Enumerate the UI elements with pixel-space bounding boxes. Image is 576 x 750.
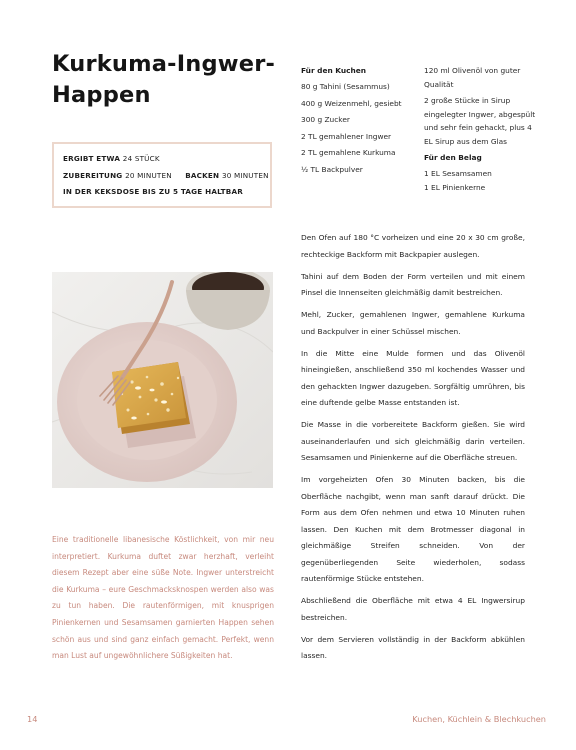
recipe-title: Kurkuma-Ingwer-Happen — [52, 51, 276, 108]
cake-plate-illustration — [52, 272, 273, 488]
method-step: Den Ofen auf 180 °C vorheizen und eine 20 x 30 cm große, rechteckige Backform mit Backpapier auslegen. — [301, 233, 525, 259]
recipe-intro: Eine traditionelle libanesische Köstlichkeit, von mir neu interpretiert. Kurkuma duftet zwar herzhaft, verleiht diesem Rezept aber eine süße Note. Ingwer unterstreicht die Kurkuma – eure Geschmacksknospen werden also was zu tun haben. Die rautenförmigen, mit knusprigen Pinienkernen und Sesamsamen garnierten Happen sehen schön aus und sind ganz einfach gemacht. Perfekt, wenn man Lust auf ungewöhnlichere Süßigkeiten hat. — [52, 535, 274, 661]
recipe-info-box — [52, 142, 272, 208]
bake-label: BACKEN — [185, 170, 220, 180]
method-step: Tahini auf dem Boden der Form verteilen und mit einem Pinsel die Innenseiten gleichmäßig damit bestreichen. — [301, 271, 525, 297]
section-title: Kuchen, Küchlein & Blechkuchen — [412, 714, 546, 724]
method-step: Die Masse in die vorbereitete Backform gießen. Sie wird auseinanderlaufen und sich gleichmäßig darin verteilen. Sesamsamen und Pinienkerne auf die Oberfläche streuen. — [301, 420, 525, 462]
ingredient-item: 120 ml Olivenöl von guter Qualität — [424, 66, 521, 89]
yield-value: 24 STÜCK — [122, 154, 160, 163]
ingredients-column-right — [424, 64, 539, 197]
bake-value: 30 MINUTEN — [221, 170, 269, 180]
page-number: 14 — [27, 714, 38, 724]
method-steps — [301, 230, 525, 670]
yield-label: ERGIBT ETWA — [63, 154, 121, 163]
method-step: Vor dem Servieren vollständig in der Backform abkühlen lassen. — [301, 634, 525, 660]
prep-value: 20 MINUTEN — [125, 170, 172, 180]
storage-row: IN DER KEKSDOSE BIS ZU 5 TAGE HALTBAR — [63, 187, 243, 196]
method-step: Abschließend die Oberfläche mit etwa 4 EL Ingwersirup bestreichen. — [301, 596, 525, 622]
ingredient-item: 1 EL Sesamsamen — [424, 169, 492, 178]
ingredient-item: 80 g Tahini (Sesammus) — [301, 82, 390, 91]
ingredients-column-left — [301, 64, 413, 179]
recipe-photo — [52, 272, 273, 488]
ingredient-item: 2 TL gemahlene Kurkuma — [301, 148, 396, 157]
topping-heading: Für den Belag — [424, 153, 482, 162]
prep-label: ZUBEREITUNG — [63, 170, 123, 180]
ingredient-item: 300 g Zucker — [301, 115, 350, 124]
time-row — [63, 168, 270, 185]
ingredient-item: 1 EL Pinienkerne — [424, 182, 486, 192]
method-step: Im vorgeheizten Ofen 30 Minuten backen, bis die Oberfläche nachgibt, wenn man sanft darauf drückt. Die Form aus dem Ofen nehmen und etwa 10 Minuten ruhen lassen. Den Kuchen mit dem Brotmesser diagonal in gleichmäßige Streifen schneiden. Von der gegenüberliegenden Seite wiederholen, sodass rautenförmige Stücke entstehen. — [301, 475, 525, 583]
yield-row — [63, 151, 270, 168]
ingredient-item: 2 große Stücke in Sirup eingelegter Ingwer, abgespült und sehr fein gehackt, plus 4 EL Sirup aus dem Glas — [424, 96, 536, 146]
ingredient-item: ½ TL Backpulver — [301, 164, 363, 174]
method-step: In die Mitte eine Mulde formen und das Olivenöl hineingießen, anschließend 350 ml kochendes Wasser und den gehackten Ingwer dazugeben. Sorgfältig umrühren, bis eine duftende gelbe Masse entstanden ist. — [301, 348, 525, 407]
ingredient-item: 400 g Weizenmehl, gesiebt — [301, 98, 402, 108]
method-step: Mehl, Zucker, gemahlenen Ingwer, gemahlene Kurkuma und Backpulver in einer Schüssel mischen. — [301, 310, 525, 336]
dough-heading: Für den Kuchen — [301, 66, 367, 75]
ingredient-item: 2 TL gemahlener Ingwer — [301, 131, 392, 141]
